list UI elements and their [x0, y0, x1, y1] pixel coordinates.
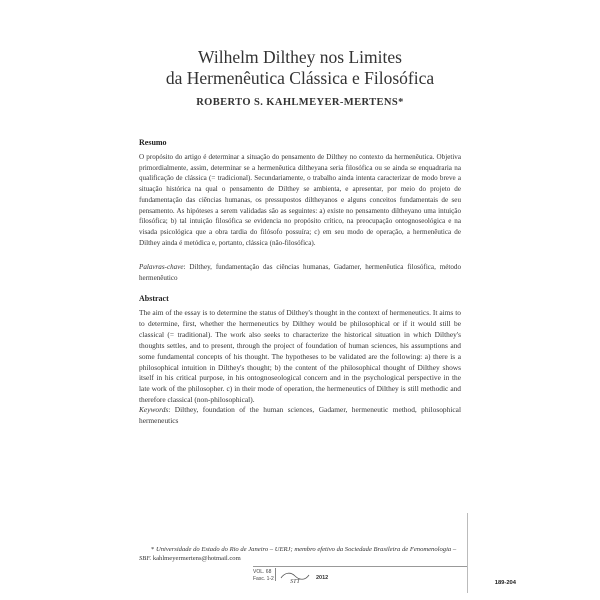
resumo-keywords — [139, 262, 461, 283]
title-line-1: Wilhelm Dilthey nos Limites — [198, 47, 402, 67]
footnote-affiliation: Universidade do Estado do Rio de Janeiro – UERJ; membro efetivo da Sociedade Brasileira de Fenomenologia – SBF. — [139, 546, 457, 562]
footnote-email: kahlmeyermertens@hotmail.com — [152, 555, 241, 562]
footnote-marker: * — [151, 546, 155, 553]
author-name: ROBERTO S. KAHLMEYER-MERTENS* — [196, 97, 404, 108]
resumo-heading: Resumo — [139, 138, 167, 147]
page-range: 189-204 — [494, 580, 516, 586]
margin-rule — [467, 513, 468, 593]
footnote — [139, 545, 461, 563]
footer-rule — [253, 566, 467, 567]
abstract-heading: Abstract — [139, 294, 169, 303]
abstract-body: The aim of the essay is to determine the status of Dilthey's thought in the context of hermeneutics. It aims to to determine, first, whether the hermeneutics by Dilthey would be philosophical or if it would still be classical (= traditional). The work also seeks to characterize the historical situation in which Dilthey's thoughts settles, and to present, through the project of foundation of human sciences, his assumptions and some fundamental concepts of his thought. The hypotheses to be validated are the following: a) there is a philosophical intuition in Dilthey's thought; b) the content of the philosophical thought of Dilthey shows itself in his critical purpose, in his ontognoseological concern and in the psychological perspective in the late work of the philosopher. c) in their mode of operation, the hermeneutics of Dilthey is still methodic and therefore classical (non-philosophical). — [139, 308, 461, 405]
abstract-keywords-text: : Dilthey, foundation of the human sciences, Gadamer, hermeneutic method, philosophical hermeneutics — [139, 405, 461, 425]
resumo-body: O propósito do artigo é determinar a situação do pensamento de Dilthey no contexto da hermenêutica. Objetiva primordialmente, assim, determinar se a hermenêutica diltheyana seria filosófica ou se ainda se enquadraria na qualificação de clássica (= tradicional). Secundariamente, o trabalho ainda intenta caracterizar de modo breve a situação histórica na qual o pensamento de Dilthey se ambienta, e apresentar, por meio do projeto de fundamentação das ciências humanas, os pressupostos diltheyanos e alguns conceitos fundamentais de seu pensamento. As hipóteses a serem validadas são as seguintes: a) existe no pensamento diltheyano uma intuição filosófica; b) tal intuição filosófica se evidencia no propósito crítico, na preocupação ontognoseológica e na visada psicológica que a obra tardia do filósofo possuíra; c) em seu modo de operação, a hermenêutica de Dilthey ainda é metódica e, portanto, clássica (não-filosófica). — [139, 153, 461, 247]
resumo-keywords-text: : Dilthey, fundamentação das ciências humanas, Gadamer, hermenêutica filosófica, método hermenêutico — [139, 263, 461, 282]
volume-info — [253, 569, 274, 582]
resumo-keywords-label: Palavras-chave — [139, 263, 184, 271]
fascicle-label: Fasc. 1-2 — [253, 575, 274, 582]
abstract-keywords-label: Keywords — [139, 405, 169, 414]
publication-year: 2012 — [316, 575, 329, 581]
title-line-2: da Hermenêutica Clássica e Filosófica — [165, 68, 435, 88]
volume-label: VOL. 68 — [253, 569, 272, 575]
article-title — [0, 47, 600, 89]
footer-divider — [275, 568, 276, 581]
journal-logo-icon — [279, 570, 311, 584]
journal-logo-text: STT — [290, 579, 300, 584]
abstract-keywords — [139, 405, 461, 427]
